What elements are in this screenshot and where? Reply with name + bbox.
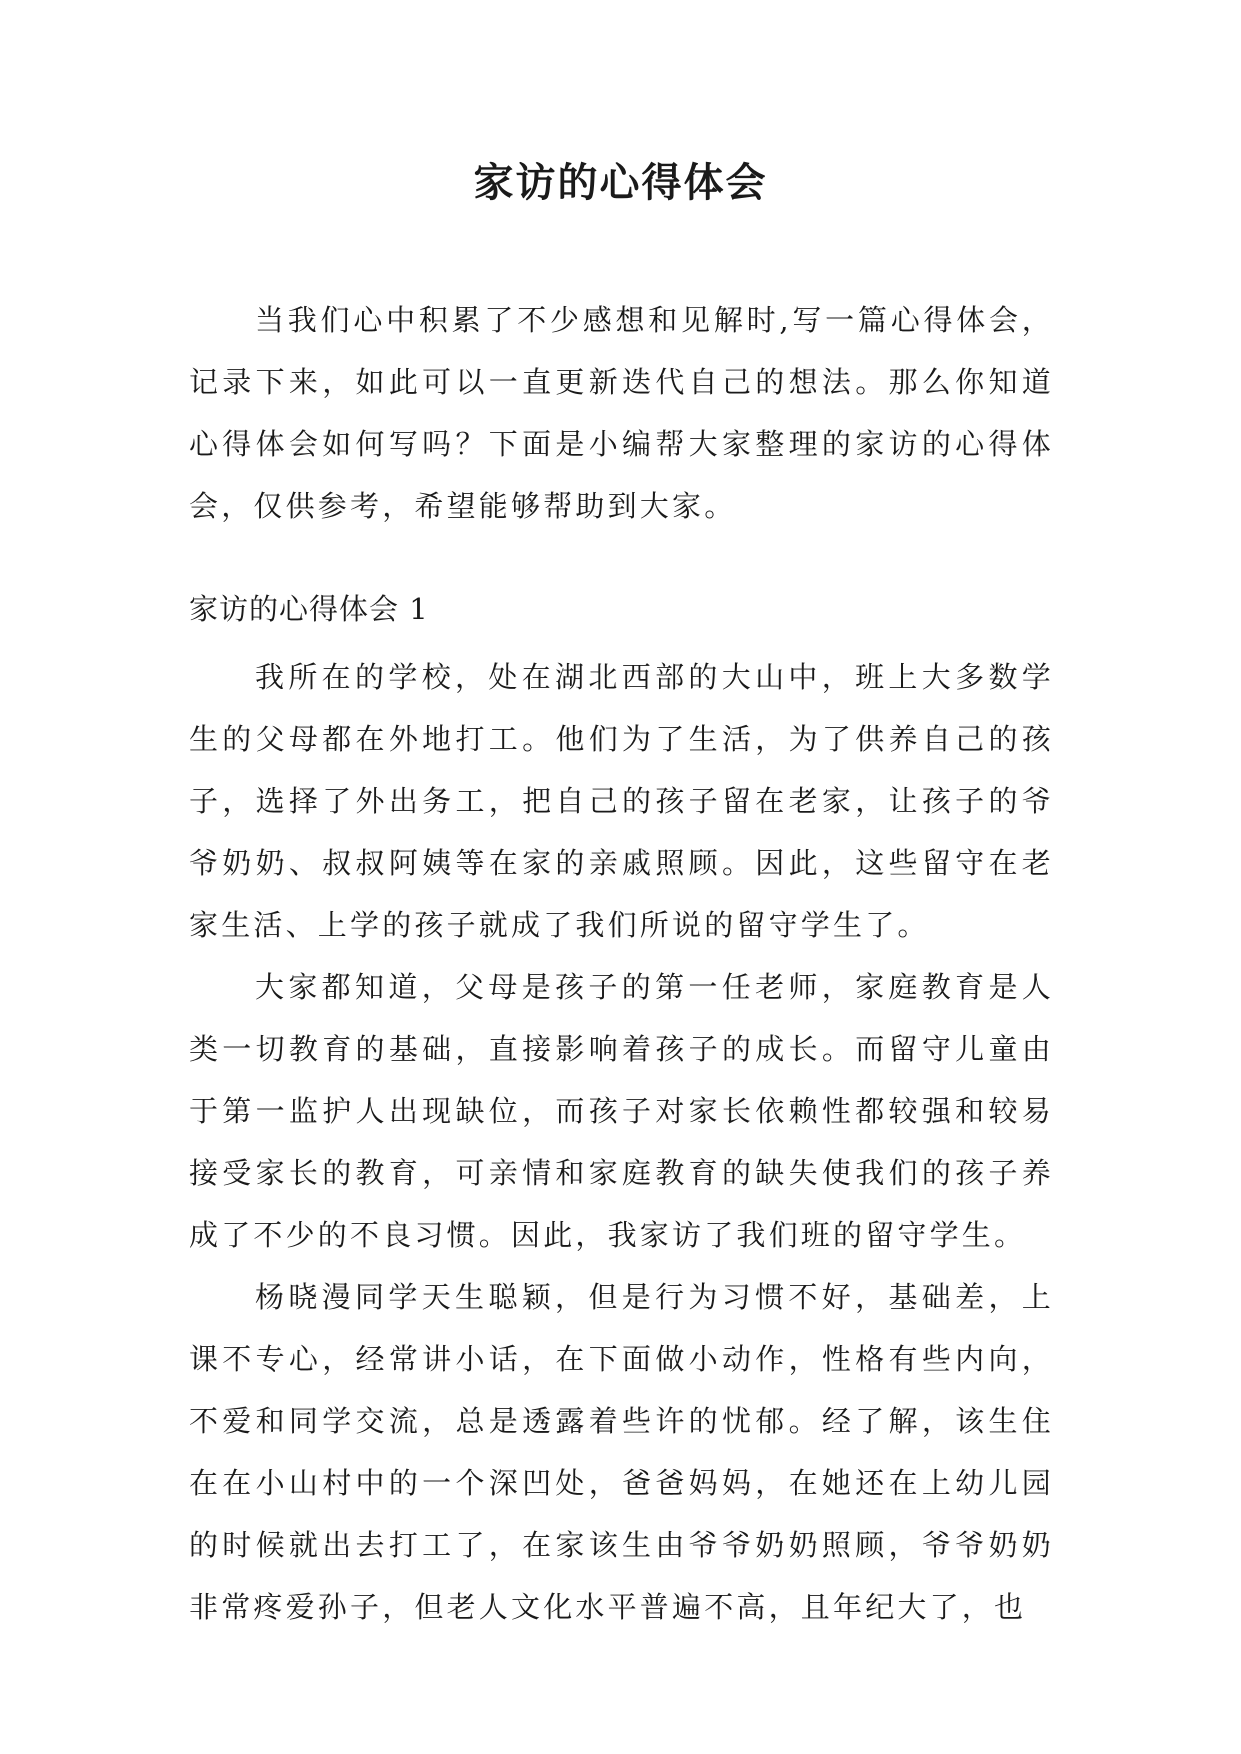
body-paragraph-1: 我所在的学校，处在湖北西部的大山中，班上大多数学生的父母都在外地打工。他们为了生活，为了供养自己的孩子，选择了外出务工，把自己的孩子留在老家，让孩子的爷爷奶奶、叔叔阿姨等在家的亲戚照顾。因此，这些留守在老家生活、上学的孩子就成了我们所说的留守学生了。: [189, 660, 1054, 942]
body-paragraph-3: 杨晓漫同学天生聪颖，但是行为习惯不好，基础差，上课不专心，经常讲小话，在下面做小动作，性格有些内向，不爱和同学交流，总是透露着些许的忧郁。经了解，该生住在在小山村中的一个深凹处，爸爸妈妈，在她还在上幼儿园的时候就出去打工了，在家该生由爷爷奶奶照顾，爷爷奶奶非常疼爱孙子，但老人文化水平普遍不高，且年纪大了，也: [189, 1280, 1054, 1624]
document-title: 家访的心得体会: [473, 159, 768, 206]
section-1: [189, 578, 1054, 1638]
intro-block: [189, 289, 1054, 537]
body-paragraph-2: 大家都知道，父母是孩子的第一任老师，家庭教育是人类一切教育的基础，直接影响着孩子的成长。而留守儿童由于第一监护人出现缺位，而孩子对家长依赖性都较强和较易接受家长的教育，可亲情和家庭教育的缺失使我们的孩子养成了不少的不良习惯。因此，我家访了我们班的留守学生。: [189, 970, 1054, 1252]
section-heading: 家访的心得体会 1: [189, 592, 429, 626]
intro-paragraph: 当我们心中积累了不少感想和见解时,写一篇心得体会，记录下来，如此可以一直更新迭代自己的想法。那么你知道心得体会如何写吗？下面是小编帮大家整理的家访的心得体会，仅供参考，希望能够帮助到大家。: [189, 303, 1054, 523]
